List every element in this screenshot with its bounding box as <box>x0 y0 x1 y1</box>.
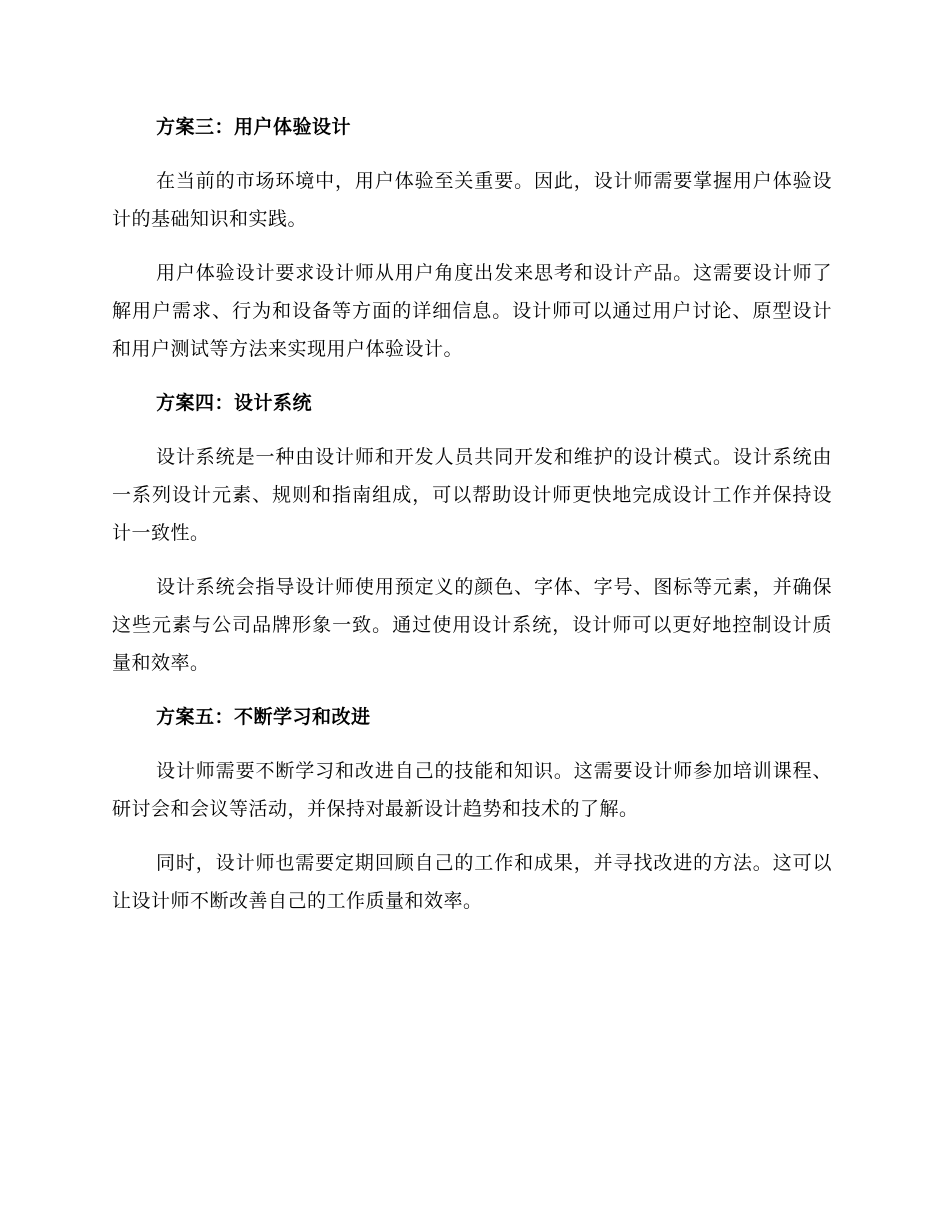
paragraph: 设计系统会指导设计师使用预定义的颜色、字体、字号、图标等元素，并确保这些元素与公司品牌形象一致。通过使用设计系统，设计师可以更好地控制设计质量和效率。 <box>112 576 832 674</box>
section-continuous-learning <box>112 698 832 920</box>
section-user-experience <box>112 108 832 368</box>
document-body <box>112 108 832 936</box>
paragraph: 设计系统是一种由设计师和开发人员共同开发和维护的设计模式。设计系统由一系列设计元素、规则和指南组成，可以帮助设计师更快地完成设计工作并保持设计一致性。 <box>112 446 832 544</box>
paragraph: 在当前的市场环境中，用户体验至关重要。因此，设计师需要掌握用户体验设计的基础知识和实践。 <box>112 170 832 230</box>
section-design-system <box>112 384 832 682</box>
paragraph: 设计师需要不断学习和改进自己的技能和知识。这需要设计师参加培训课程、研讨会和会议等活动，并保持对最新设计趋势和技术的了解。 <box>112 760 832 820</box>
paragraph: 用户体验设计要求设计师从用户角度出发来思考和设计产品。这需要设计师了解用户需求、行为和设备等方面的详细信息。设计师可以通过用户讨论、原型设计和用户测试等方法来实现用户体验设计。 <box>112 262 832 360</box>
section-heading: 方案五：不断学习和改进 <box>156 706 371 728</box>
section-heading: 方案三：用户体验设计 <box>156 116 352 138</box>
section-heading: 方案四：设计系统 <box>156 392 313 414</box>
paragraph: 同时，设计师也需要定期回顾自己的工作和成果，并寻找改进的方法。这可以让设计师不断改善自己的工作质量和效率。 <box>112 852 832 912</box>
